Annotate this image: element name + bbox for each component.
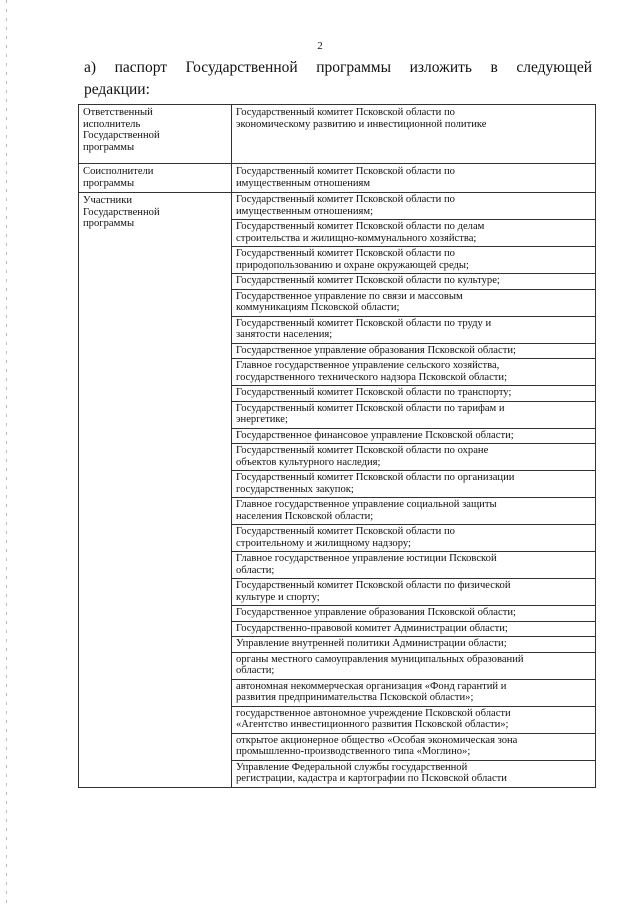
row-value-responsible: Государственный комитет Псковской области по экономическому развитию и инвестиционной политике [232,105,596,164]
participants-list [232,193,596,788]
participant-item: Государственный комитет Псковской области по строительному и жилищному надзору; [232,525,595,552]
participant-item: Главное государственное управление сельского хозяйства, государственного технического надзора Псковской области; [232,359,595,386]
scan-edge-line [6,0,7,905]
row-label-coexecutors: Соисполнители программы [79,164,232,193]
participant-item: Государственный комитет Псковской области по культуре; [232,274,595,290]
intro-text-line-2: редакции: [84,81,150,98]
participant-item: Государственно-правовой комитет Администрации области; [232,622,595,638]
participant-item: Главное государственное управление юстиции Псковской области; [232,552,595,579]
participant-item: Государственный комитет Псковской области по труду и занятости населения; [232,317,595,344]
participant-item: Государственный комитет Псковской области по тарифам и энергетике; [232,402,595,429]
participant-item: Государственный комитет Псковской области по охране объектов культурного наследия; [232,444,595,471]
participant-item: открытое акционерное общество «Особая экономическая зона промышленно-производственного типа «Моглино»; [232,734,595,761]
intro-text-line-1: а) паспорт Государственной программы изложить в следующей [84,59,592,76]
participant-item: Государственный комитет Псковской области по транспорту; [232,386,595,402]
participant-item: Государственное финансовое управление Псковской области; [232,429,595,445]
page-number: 2 [317,40,323,52]
participant-item: Государственное управление образования Псковской области; [232,344,595,360]
row-label-responsible: Ответственный исполнитель Государственной программы [79,105,232,164]
participant-item: Управление внутренней политики Администрации области; [232,637,595,653]
participant-item: автономная некоммерческая организация «Фонд гарантий и развития предпринимательства Псковской области»; [232,680,595,707]
participant-item: Государственное управление образования Псковской области; [232,606,595,622]
participant-item: Управление Федеральной службы государственной регистрации, кадастра и картографии по Псковской области [236,761,507,784]
participant-item: Государственный комитет Псковской области по физической культуре и спорту; [232,579,595,606]
table-row-coexecutors [79,164,596,193]
row-value-coexecutors: Государственный комитет Псковской области по имущественным отношениям [232,164,596,193]
participant-item: государственное автономное учреждение Псковской области «Агентство инвестиционного развития Псковской области»; [232,707,595,734]
table-row-responsible [79,105,596,164]
participant-item: Государственный комитет Псковской области по организации государственных закупок; [232,471,595,498]
program-passport-table [78,104,596,788]
participant-item: Государственное управление по связи и массовым коммуникациям Псковской области; [232,290,595,317]
participant-item: Главное государственное управление социальной защиты населения Псковской области; [232,498,595,525]
participant-item: Государственный комитет Псковской области по имущественным отношениям; [232,194,595,220]
table-row-participants [79,193,596,788]
participant-item: Государственный комитет Псковской области по природопользованию и охране окружающей среды; [232,247,595,274]
row-label-participants: Участники Государственной программы [79,193,232,788]
participant-item: Государственный комитет Псковской области по делам строительства и жилищно-коммунального хозяйства; [232,220,595,247]
participant-item: органы местного самоуправления муниципальных образований области; [232,653,595,680]
